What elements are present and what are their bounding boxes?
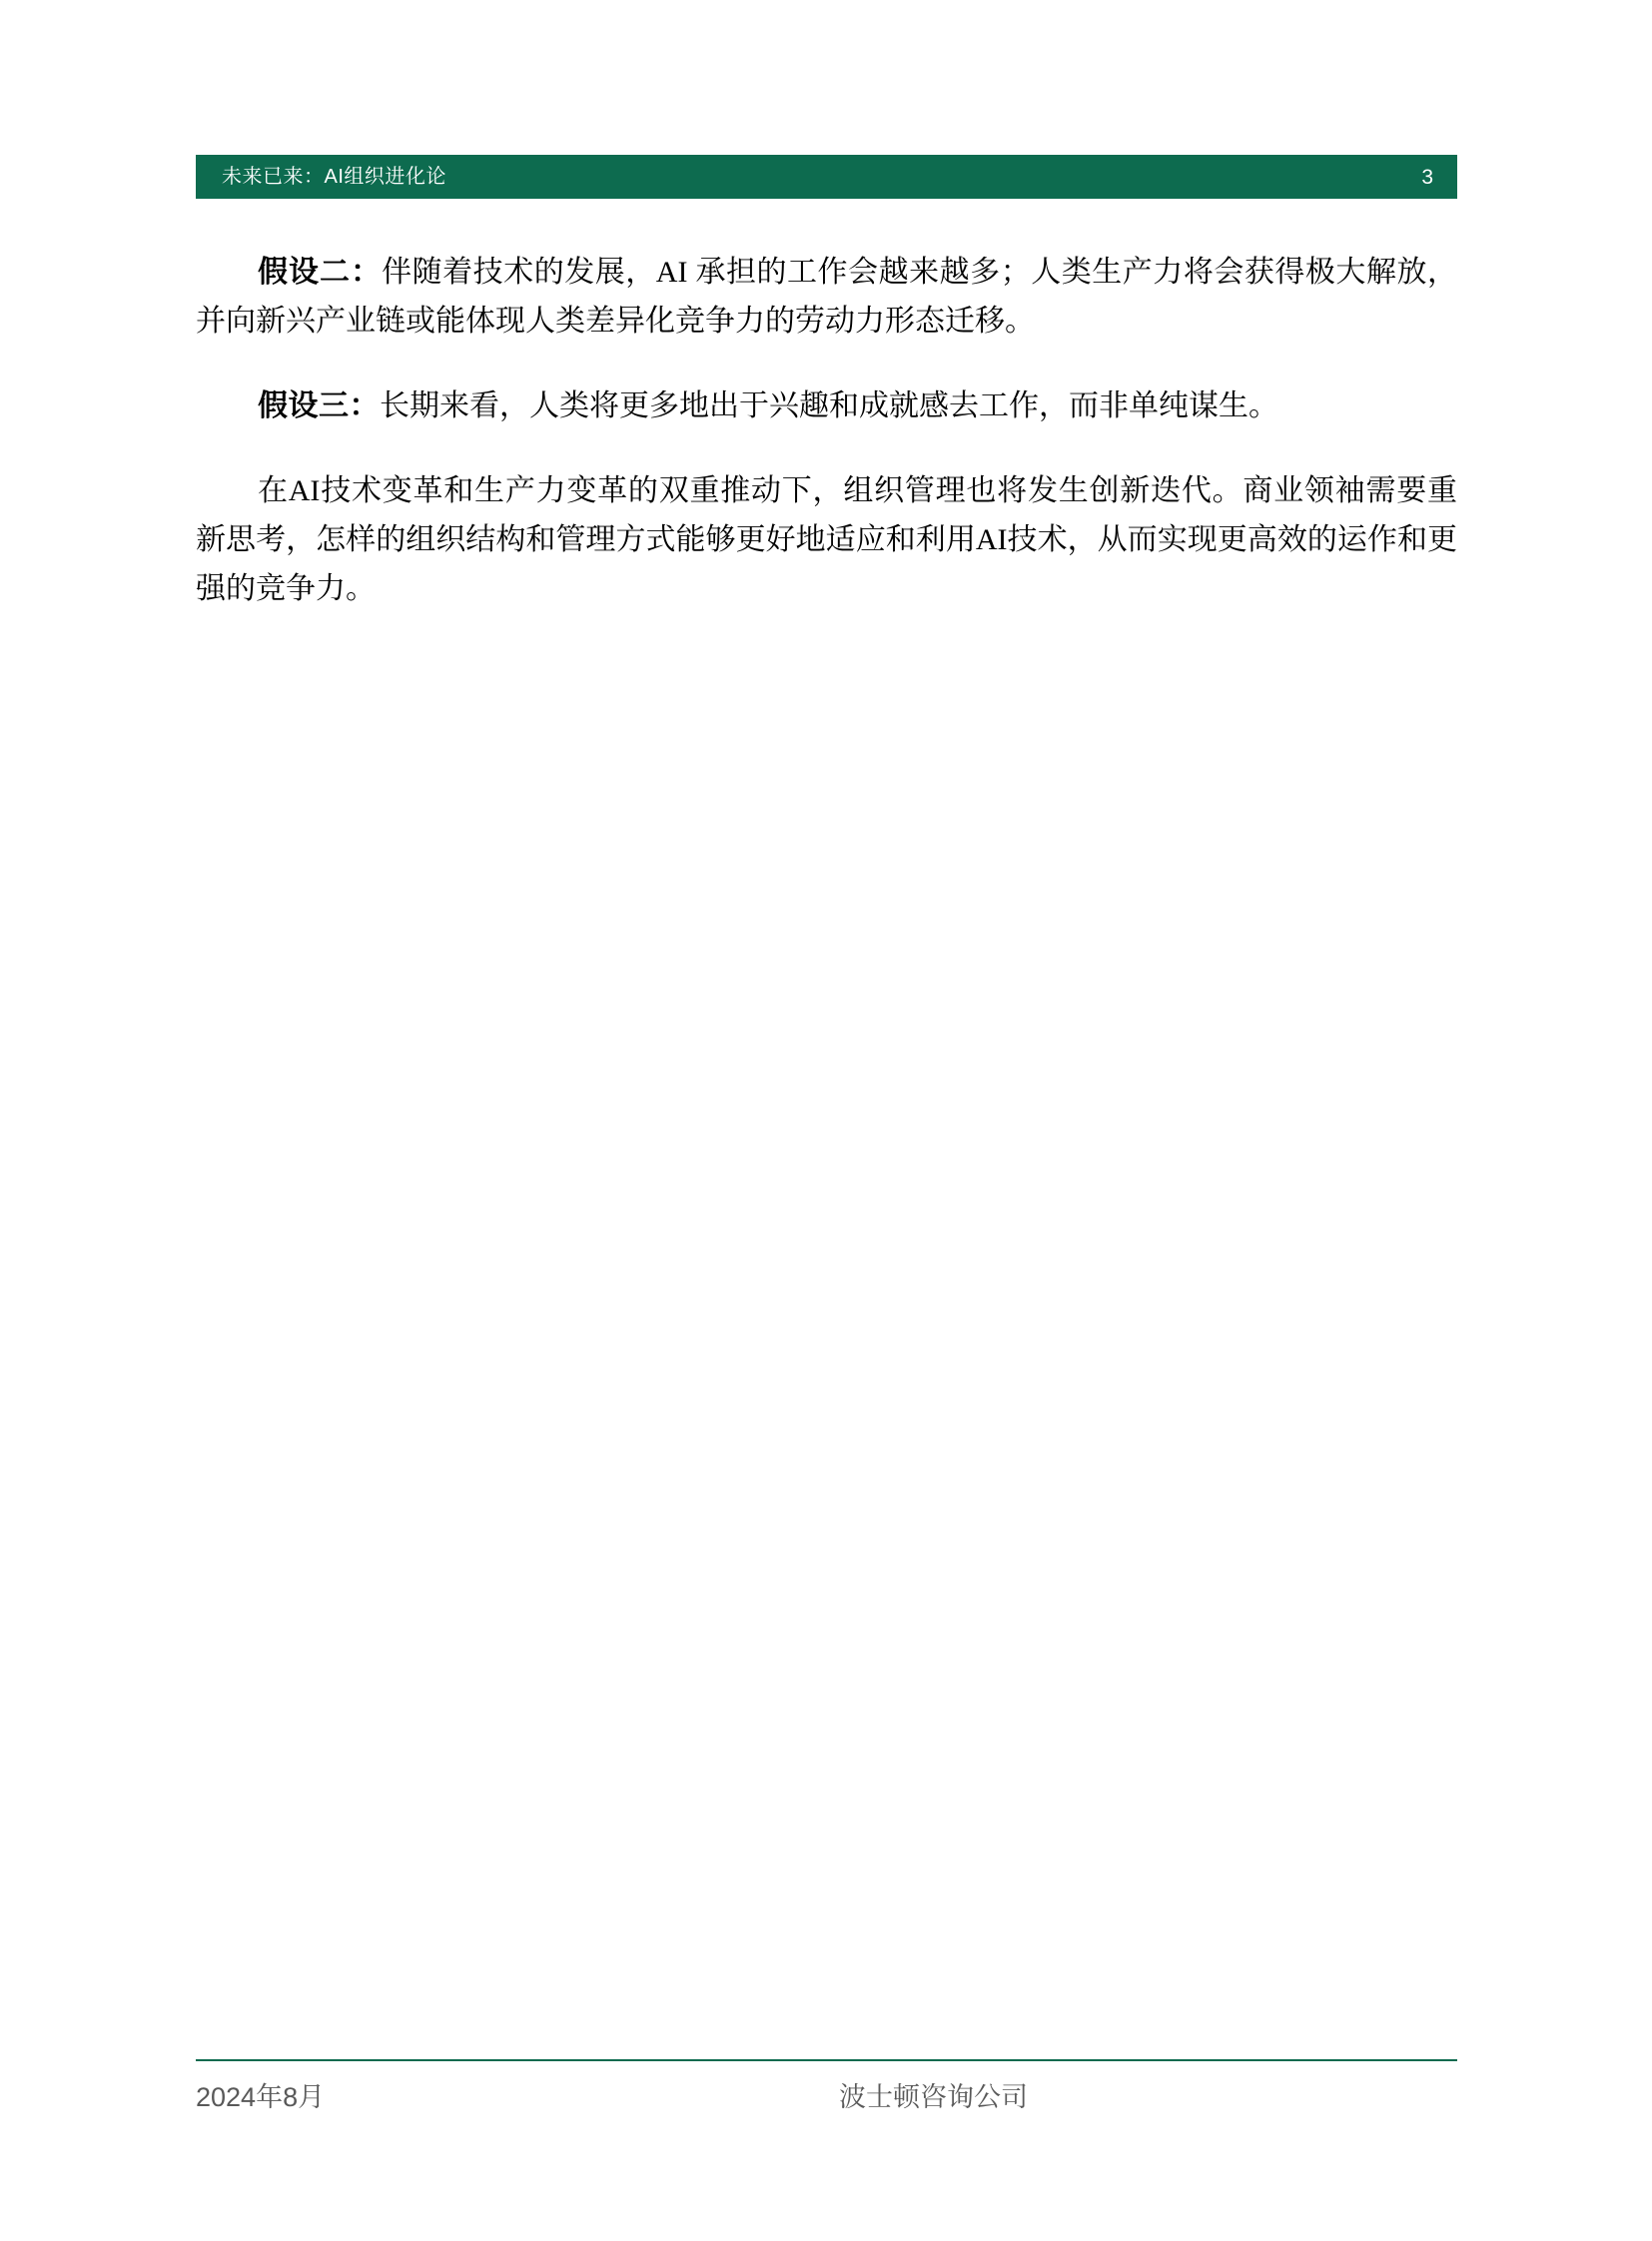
paragraph-lead-label: 假设二：: [258, 256, 383, 289]
footer-divider: [196, 2059, 1457, 2061]
page-content: [196, 248, 1457, 613]
page-header-band: [196, 155, 1457, 199]
page-footer: [196, 2075, 1457, 2114]
paragraph-text: 在AI技术变革和生产力变革的双重推动下，组织管理也将发生创新迭代。商业领袖需要重新思考，怎样的组织结构和管理方式能够更好地适应和利用AI技术，从而实现更高效的运作和更强的竞争力。: [196, 474, 1457, 605]
paragraph-assumption-three: [196, 381, 1457, 430]
paragraph-text: 长期来看，人类将更多地出于兴趣和成就感去工作，而非单纯谋生。: [380, 389, 1278, 422]
paragraph-assumption-two: [196, 248, 1457, 346]
footer-date: 2024年8月: [196, 2082, 326, 2112]
header-title: 未来已来：AI组织进化论: [222, 166, 446, 188]
page-number: 3: [1421, 165, 1433, 189]
paragraph-text: 伴随着技术的发展，AI 承担的工作会越来越多；人类生产力将会获得极大解放，并向新兴产业链或能体现人类差异化竞争力的劳动力形态迁移。: [196, 256, 1458, 338]
footer-publisher: 波士顿咨询公司: [839, 2082, 1028, 2112]
paragraph-lead-label: 假设三：: [258, 389, 380, 422]
paragraph-closing: [196, 466, 1457, 613]
